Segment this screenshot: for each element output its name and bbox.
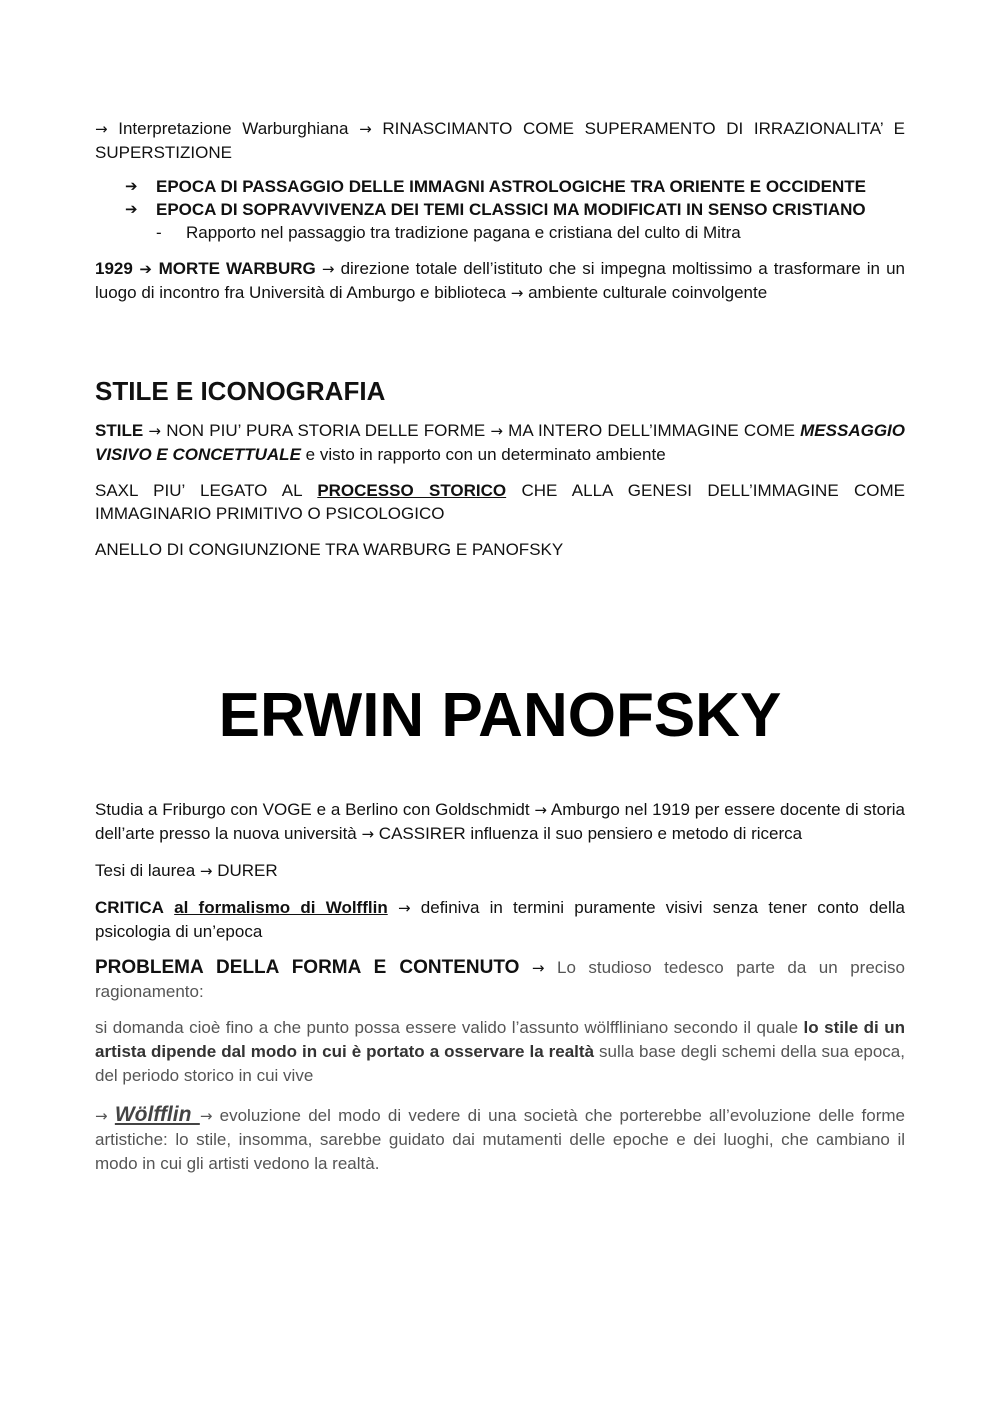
arrow-icon: → bbox=[315, 260, 341, 278]
problema-label: PROBLEMA DELLA FORMA E CONTENUTO bbox=[95, 957, 520, 978]
arrow-icon: → bbox=[519, 959, 557, 977]
arrow-icon: → bbox=[95, 1107, 108, 1125]
bold-arrow-icon: ➔ bbox=[132, 260, 159, 278]
sub-bullet-text: Rapporto nel passaggio tra tradizione pagana e cristiana del culto di Mitra bbox=[186, 223, 741, 242]
sub-bullet bbox=[95, 221, 905, 244]
arrow-icon: → bbox=[387, 899, 421, 917]
stile-label: STILE bbox=[95, 421, 144, 440]
wolfflin-paragraph bbox=[95, 1103, 905, 1176]
morte-paragraph bbox=[95, 257, 905, 305]
anello-paragraph: ANELLO DI CONGIUNZIONE TRA WARBURG E PANOFSKY bbox=[95, 540, 564, 559]
morte-text-end: ambiente culturale coinvolgente bbox=[523, 283, 768, 302]
bold-arrow-icon: ➔ bbox=[125, 200, 138, 218]
studia-paragraph bbox=[95, 798, 905, 846]
intro-text: RINASCIMANTO COME SUPERAMENTO DI IRRAZIONALITA’ E SUPERSTIZIONE bbox=[95, 119, 906, 162]
arrow-icon: → bbox=[510, 284, 524, 302]
saxl-text: CHE ALLA GENESI DELL’IMMAGINE COME IMMAGINARIO PRIMITIVO O PSICOLOGICO bbox=[95, 481, 906, 523]
domanda-text: si domanda cioè fino a che punto possa essere valido l’assunto wölffliniano secondo il quale bbox=[95, 1018, 804, 1037]
tesi-text: Tesi di laurea bbox=[95, 861, 200, 880]
critica-label: CRITICA bbox=[95, 898, 164, 917]
tesi-value: DURER bbox=[212, 861, 278, 880]
bullet-item bbox=[95, 175, 905, 198]
wolfflin-name: Wölfflin bbox=[114, 1103, 200, 1126]
critica-text: definiva in termini puramente visivi senza tener conto della psicologia di un’epoca bbox=[95, 898, 906, 941]
arrow-icon: → bbox=[359, 120, 372, 138]
studia-text: Amburgo nel 1919 per essere docente di storia dell’arte presso la nuova università bbox=[95, 800, 905, 843]
morte-title: MORTE WARBURG bbox=[158, 259, 316, 278]
arrow-icon: → bbox=[199, 862, 213, 880]
stile-paragraph bbox=[95, 419, 905, 466]
document-page bbox=[95, 117, 905, 1176]
arrow-icon: → bbox=[95, 120, 108, 138]
intro-paragraph bbox=[95, 117, 905, 164]
saxl-underline: PROCESSO STORICO bbox=[317, 481, 507, 500]
critica-paragraph bbox=[95, 896, 905, 943]
intro-label: Interpretazione Warburghiana bbox=[107, 119, 360, 138]
domanda-paragraph bbox=[95, 1016, 905, 1088]
domanda-bold: lo stile di un artista dipende dal modo in cui è portato a osservare la realtà bbox=[95, 1018, 905, 1061]
stile-text: e visto in rapporto con un determinato ambiente bbox=[300, 445, 666, 464]
saxl-text: SAXL PIU’ LEGATO AL bbox=[95, 481, 318, 500]
stile-emphasis: MESSAGGIO VISIVO E CONCETTUALE bbox=[95, 421, 905, 464]
domanda-text: sulla base degli schemi della sua epoca, del periodo storico in cui vive bbox=[95, 1042, 905, 1085]
year: 1929 bbox=[95, 259, 133, 278]
wolfflin-text: evoluzione del modo di vedere di una società che porterebbe all’evoluzione delle forme artistiche: lo stile, insomma, sarebbe guidato dai mutamenti delle epoche e dei luoghi, che cambiano il modo in cui gli artisti vedono la realtà. bbox=[95, 1106, 906, 1173]
bullet-list bbox=[95, 175, 905, 221]
dash-marker: - bbox=[156, 223, 162, 242]
stile-text: NON PIU’ PURA STORIA DELLE FORME bbox=[166, 421, 491, 440]
studia-text: Studia a Friburgo con VOGE e a Berlino con Goldschmidt bbox=[95, 800, 535, 819]
section-heading: STILE E ICONOGRAFIA bbox=[95, 376, 386, 406]
page-title: ERWIN PANOFSKY bbox=[218, 681, 782, 750]
studia-text: CASSIRER influenza il suo pensiero e metodo di ricerca bbox=[374, 824, 803, 843]
arrow-icon: → bbox=[143, 422, 167, 440]
stile-text: MA INTERO DELL’IMMAGINE COME bbox=[502, 421, 801, 440]
problema-text: Lo studioso tedesco parte da un preciso ragionamento: bbox=[95, 958, 905, 1001]
problema-paragraph bbox=[95, 956, 905, 1003]
bold-arrow-icon: ➔ bbox=[125, 177, 138, 195]
critica-underline: al formalismo di Wolfflin bbox=[174, 898, 388, 917]
bullet-text: EPOCA DI PASSAGGIO DELLE IMMAGNI ASTROLOGICHE TRA ORIENTE E OCCIDENTE bbox=[156, 177, 866, 196]
arrow-icon: → bbox=[534, 801, 547, 819]
bullet-text: EPOCA DI SOPRAVVIVENZA DEI TEMI CLASSICI MA MODIFICATI IN SENSO CRISTIANO bbox=[156, 200, 866, 219]
arrow-icon: → bbox=[199, 1107, 213, 1125]
bullet-item bbox=[95, 198, 905, 221]
arrow-icon: → bbox=[361, 825, 375, 843]
tesi-paragraph bbox=[95, 859, 905, 883]
saxl-paragraph bbox=[95, 479, 905, 525]
arrow-icon: → bbox=[490, 422, 503, 440]
morte-text: direzione totale dell’istituto che si impegna moltissimo a trasformare in un luogo di incontro fra Università di Amburgo e biblioteca bbox=[95, 259, 906, 302]
